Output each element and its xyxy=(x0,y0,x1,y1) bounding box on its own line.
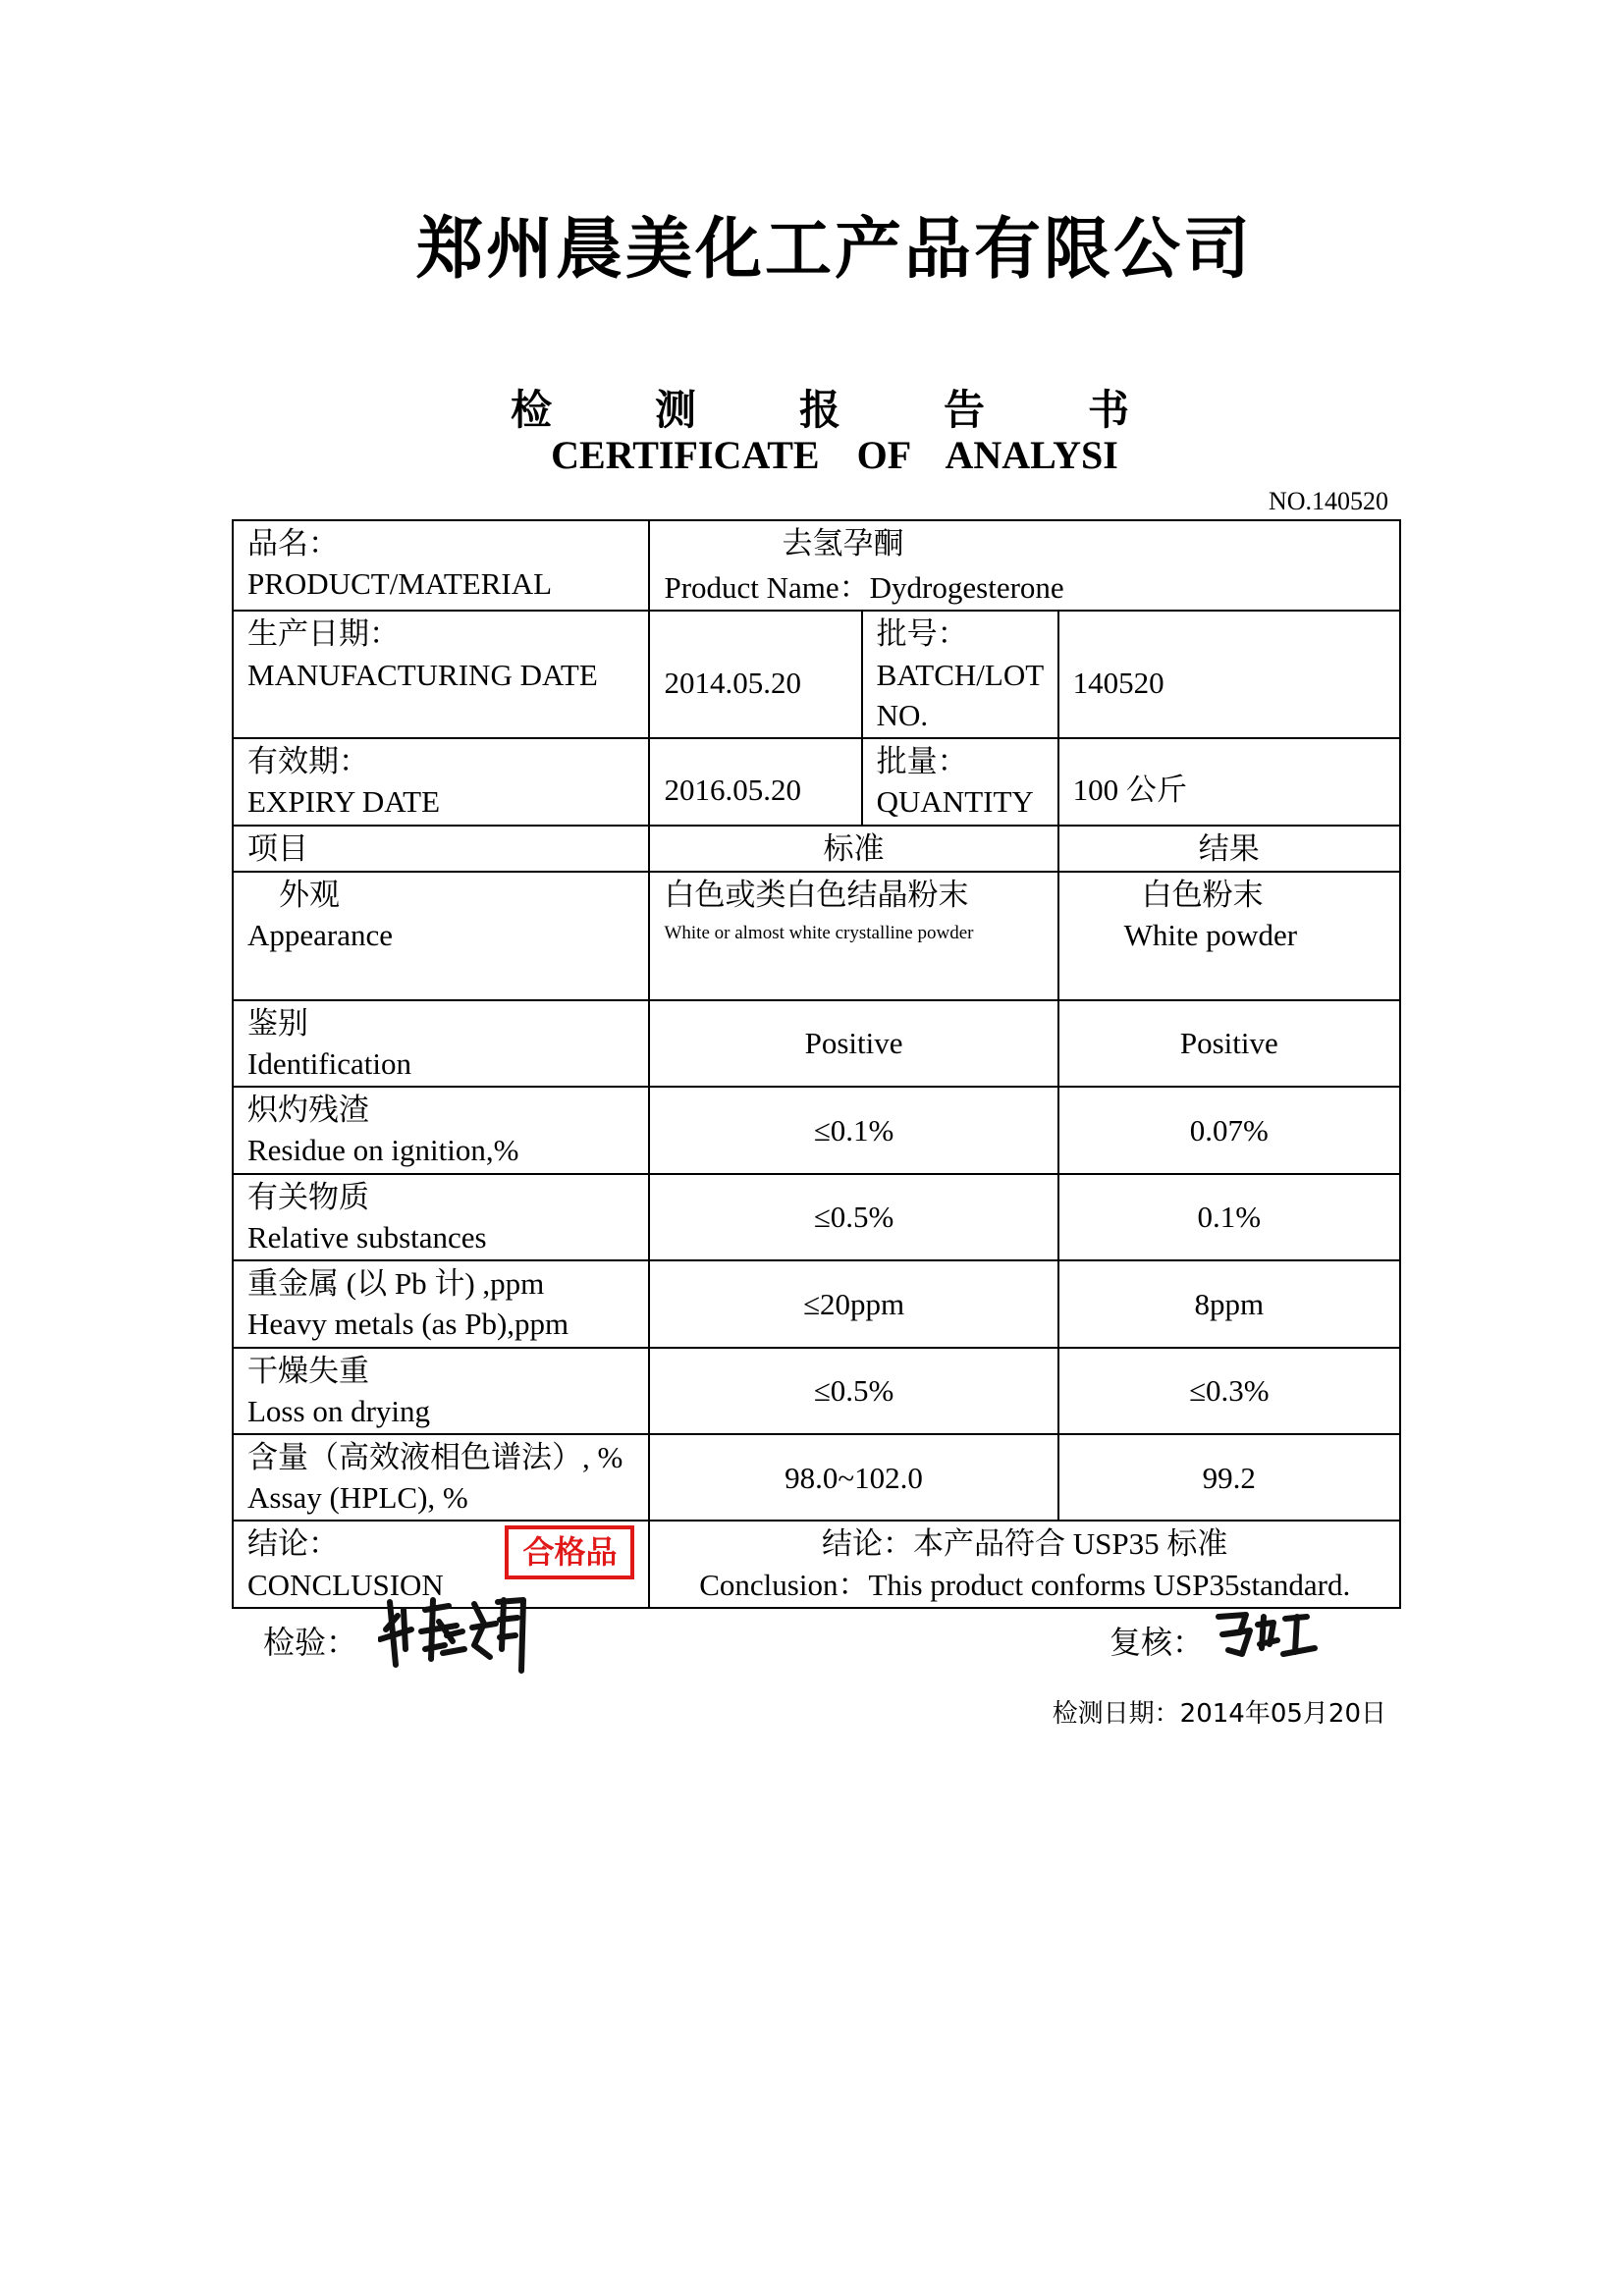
document-title-cn xyxy=(511,378,1129,437)
test-row xyxy=(233,1434,1400,1521)
document-title-en: CERTIFICATE OF ANALYSI xyxy=(551,433,1118,477)
test-name-cell xyxy=(233,1260,649,1347)
product-name-cell xyxy=(649,520,1400,611)
test-row xyxy=(233,1000,1400,1087)
title-char: 测 xyxy=(654,386,696,434)
test-row xyxy=(233,1174,1400,1260)
quantity-label-en: QUANTITY xyxy=(876,784,1034,820)
test-name-cn: 有关物质 xyxy=(247,1179,369,1214)
test-standard-cell xyxy=(649,872,1057,1000)
mfg-date-value: 2014.05.20 xyxy=(649,611,861,738)
quantity-label-cell xyxy=(862,738,1058,825)
test-standard: ≤0.5% xyxy=(649,1348,1057,1434)
test-date: 检测日期：2014年05月20日 xyxy=(1052,1699,1386,1729)
title-char: 检 xyxy=(511,386,553,434)
expiry-label-en: EXPIRY DATE xyxy=(247,784,441,820)
header-result: 结果 xyxy=(1058,826,1400,872)
mfg-lot-row xyxy=(233,611,1400,738)
test-standard: Positive xyxy=(649,1000,1057,1087)
test-result-en: White powder xyxy=(1123,917,1298,952)
test-row xyxy=(233,1087,1400,1173)
test-name-en: Assay (HPLC), % xyxy=(247,1480,468,1516)
test-name-cn: 干燥失重 xyxy=(247,1353,369,1388)
test-name-cell xyxy=(233,872,649,1000)
test-name-cell xyxy=(233,1000,649,1087)
title-char: 告 xyxy=(943,386,985,434)
analysis-table xyxy=(232,519,1401,1609)
test-standard: ≤0.1% xyxy=(649,1087,1057,1173)
product-label-en: PRODUCT/MATERIAL xyxy=(247,566,553,602)
test-name-cn: 外观 xyxy=(279,877,340,912)
test-name-cn: 含量（高效液相色谱法）, % xyxy=(247,1439,623,1474)
certificate-number: NO.140520 xyxy=(1268,487,1388,515)
test-standard-cn: 白色或类白色结晶粉末 xyxy=(664,877,969,912)
test-name-en: Heavy metals (as Pb),ppm xyxy=(247,1307,569,1342)
expiry-quantity-row xyxy=(233,738,1400,825)
test-name-cell xyxy=(233,1434,649,1521)
mfg-label-cn: 生产日期： xyxy=(247,616,400,652)
expiry-date-value: 2016.05.20 xyxy=(649,738,861,825)
expiry-label-cn: 有效期： xyxy=(247,744,369,779)
mfg-label-en: MANUFACTURING DATE xyxy=(247,657,598,692)
test-result-cell xyxy=(1058,872,1400,1000)
product-row xyxy=(233,520,1400,611)
quantity-label-cn: 批量： xyxy=(876,744,968,779)
test-name-cn: 鉴别 xyxy=(247,1005,308,1041)
title-char: 报 xyxy=(798,386,840,434)
header-row xyxy=(233,826,1400,872)
header-standard: 标准 xyxy=(649,826,1057,872)
mfg-label-cell xyxy=(233,611,649,738)
reviewer-signature-image xyxy=(1213,1605,1321,1664)
inspector-signature-image xyxy=(378,1580,535,1683)
test-standard: 98.0~102.0 xyxy=(649,1434,1057,1521)
test-standard: ≤20ppm xyxy=(649,1260,1057,1347)
lot-number-value: 140520 xyxy=(1058,611,1400,738)
lot-label-cn: 批号： xyxy=(876,616,968,652)
test-name-cell xyxy=(233,1087,649,1173)
conclusion-text-cell xyxy=(649,1521,1400,1607)
test-name-cell xyxy=(233,1348,649,1434)
test-result: 0.07% xyxy=(1058,1087,1400,1173)
test-row xyxy=(233,1348,1400,1434)
test-standard-en: White or almost white crystalline powder xyxy=(664,922,974,943)
quantity-value: 100 公斤 xyxy=(1058,738,1400,825)
test-result: 0.1% xyxy=(1058,1174,1400,1260)
expiry-label-cell xyxy=(233,738,649,825)
test-result: ≤0.3% xyxy=(1058,1348,1400,1434)
conclusion-text-en: Conclusion：This product conforms USP35standard. xyxy=(699,1567,1351,1602)
product-name-cn: 去氢孕酮 xyxy=(782,526,904,561)
test-name-en: Residue on ignition,% xyxy=(247,1133,519,1168)
test-standard: ≤0.5% xyxy=(649,1174,1057,1260)
test-row-appearance xyxy=(233,872,1400,1000)
conclusion-text-cn: 结论：本产品符合 USP35 标准 xyxy=(822,1526,1228,1562)
test-name-cell xyxy=(233,1174,649,1260)
test-name-cn: 炽灼残渣 xyxy=(247,1093,369,1128)
test-name-en: Relative substances xyxy=(247,1219,487,1255)
title-char: 书 xyxy=(1087,386,1129,434)
test-name-en: Appearance xyxy=(247,917,394,952)
reviewer-label: 复核： xyxy=(1110,1624,1205,1661)
header-item: 项目 xyxy=(233,826,649,872)
product-name-en: Product Name：Dydrogesterone xyxy=(664,570,1064,606)
conclusion-label-cn: 结论： xyxy=(247,1526,339,1562)
test-row xyxy=(233,1260,1400,1347)
product-label-cell xyxy=(233,520,649,611)
conclusion-label-en: CONCLUSION xyxy=(247,1567,444,1602)
test-name-cn: 重金属 (以 Pb 计) ,ppm xyxy=(247,1266,545,1302)
test-result: Positive xyxy=(1058,1000,1400,1087)
company-name: 郑州晨美化工产品有限公司 xyxy=(415,211,1253,289)
lot-label-cell xyxy=(862,611,1058,738)
product-label-cn: 品名： xyxy=(247,526,339,561)
test-name-en: Identification xyxy=(247,1045,411,1081)
inspector-label: 检验： xyxy=(263,1624,358,1661)
test-result-cn: 白色粉末 xyxy=(1141,877,1264,912)
test-name-en: Loss on drying xyxy=(247,1393,430,1428)
qualified-stamp: 合格品 xyxy=(505,1525,634,1579)
test-result: 8ppm xyxy=(1058,1260,1400,1347)
test-result: 99.2 xyxy=(1058,1434,1400,1521)
lot-label-en: BATCH/LOT NO. xyxy=(876,657,1044,732)
